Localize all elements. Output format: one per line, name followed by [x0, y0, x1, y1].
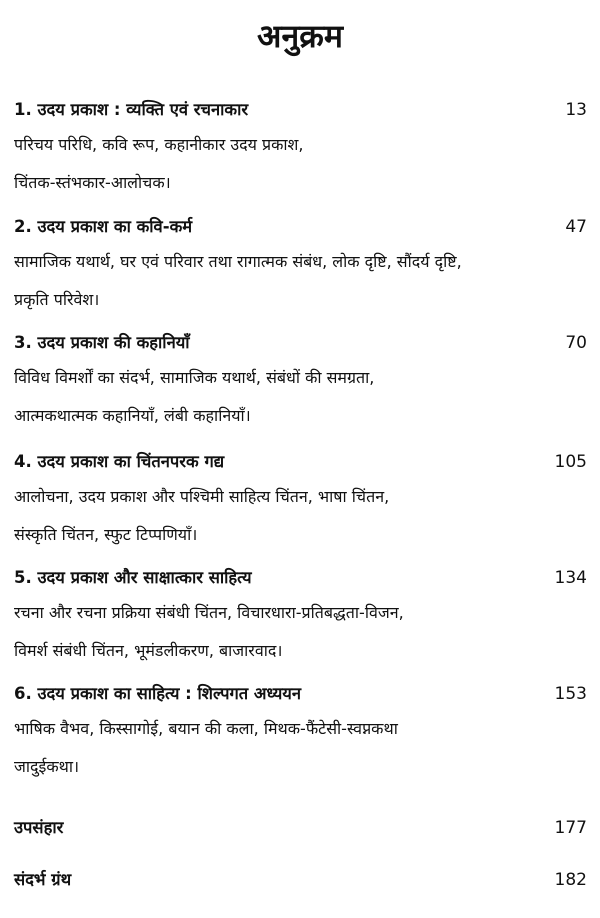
chapter-description-line: भाषिक वैभव, किस्सागोई, बयान की कला, मिथक-फैंटेसी-स्वप्नकथा — [14, 719, 398, 738]
toc-chapter-4 — [14, 446, 587, 554]
page-number: 70 — [565, 333, 587, 353]
chapter-title: 5. उदय प्रकाश और साक्षात्कार साहित्य — [14, 568, 252, 587]
chapter-description-line: परिचय परिधि, कवि रूप, कहानीकार उदय प्रकाश, — [14, 135, 304, 154]
chapter-heading-row — [14, 562, 587, 594]
section-title: संदर्भ ग्रंथ — [14, 870, 72, 889]
chapter-description-line: सामाजिक यथार्थ, घर एवं परिवार तथा रागात्मक संबंध, लोक दृष्टि, सौंदर्य दृष्टि, — [14, 252, 462, 271]
toc-chapter-5 — [14, 562, 587, 670]
chapter-title: 1. उदय प्रकाश : व्यक्ति एवं रचनाकार — [14, 100, 249, 119]
chapter-heading-row — [14, 678, 587, 710]
chapter-heading-row — [14, 327, 587, 359]
chapter-title: 4. उदय प्रकाश का चिंतनपरक गद्य — [14, 452, 225, 471]
page-number: 105 — [554, 452, 587, 472]
page-number: 182 — [554, 870, 587, 890]
chapter-title: 6. उदय प्रकाश का साहित्य : शिल्पगत अध्ययन — [14, 684, 301, 703]
chapter-heading-row — [14, 446, 587, 478]
chapter-description-line: प्रकृति परिवेश। — [14, 290, 100, 309]
page-number: 47 — [565, 217, 587, 237]
chapter-description-line: जादुईकथा। — [14, 757, 80, 776]
chapter-heading-row — [14, 94, 587, 126]
chapter-description-line: रचना और रचना प्रक्रिया संबंधी चिंतन, विचारधारा-प्रतिबद्धता-विजन, — [14, 603, 404, 622]
page-number: 177 — [554, 818, 587, 838]
chapter-description-line: विविध विमर्शों का संदर्भ, सामाजिक यथार्थ, संबंधों की समग्रता, — [14, 368, 375, 387]
toc-chapter-6 — [14, 678, 587, 786]
chapter-heading-row — [14, 812, 587, 844]
page-number: 13 — [565, 100, 587, 120]
chapter-heading-row — [14, 864, 587, 896]
page-title: अनुक्रम — [257, 17, 343, 55]
chapter-description-line: संस्कृति चिंतन, स्फुट टिप्पणियाँ। — [14, 525, 198, 544]
chapter-description-line: चिंतक-स्तंभकार-आलोचक। — [14, 173, 171, 192]
chapter-description-line: आत्मकथात्मक कहानियाँ, लंबी कहानियाँ। — [14, 406, 251, 425]
chapter-description-line: आलोचना, उदय प्रकाश और पश्चिमी साहित्य चिंतन, भाषा चिंतन, — [14, 487, 390, 506]
chapter-heading-row — [14, 211, 587, 243]
chapter-description-line: विमर्श संबंधी चिंतन, भूमंडलीकरण, बाजारवाद। — [14, 641, 283, 660]
toc-chapter-3 — [14, 327, 587, 435]
toc-chapter-1 — [14, 94, 587, 202]
toc-bibliography — [14, 864, 587, 896]
chapter-title: 3. उदय प्रकाश की कहानियाँ — [14, 333, 190, 352]
page-number: 134 — [554, 568, 587, 588]
toc-chapter-2 — [14, 211, 587, 319]
toc-conclusion — [14, 812, 587, 844]
section-title: उपसंहार — [14, 818, 64, 837]
page-number: 153 — [554, 684, 587, 704]
chapter-title: 2. उदय प्रकाश का कवि-कर्म — [14, 217, 193, 236]
